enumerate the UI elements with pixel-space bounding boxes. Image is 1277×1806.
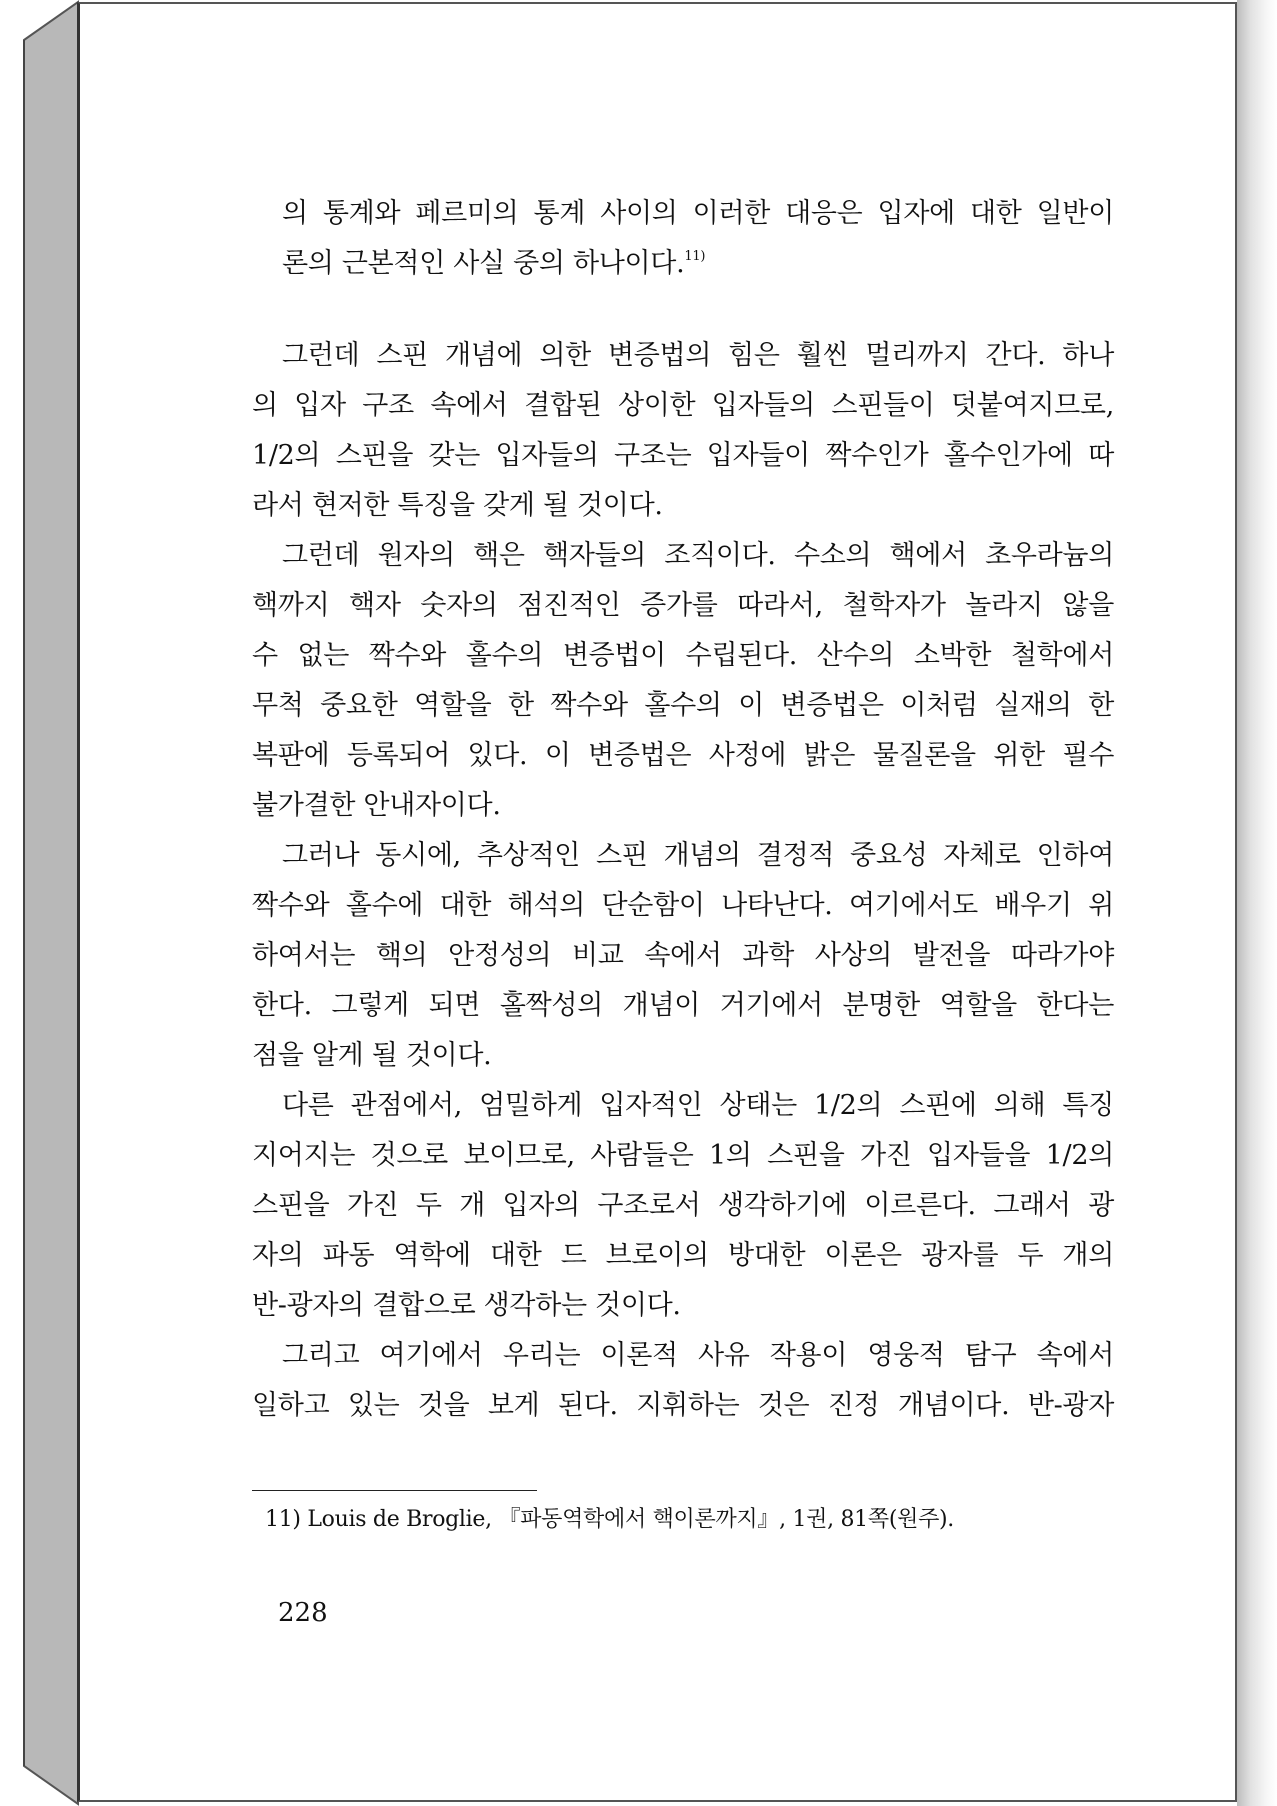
body-line: 반-광자의 결합으로 생각하는 것이다. bbox=[252, 1290, 681, 1321]
body-line: 점을 알게 될 것이다. bbox=[252, 1040, 492, 1071]
body-line: 그러나 동시에, 추상적인 스핀 개념의 결정적 중요성 자체로 인하여 bbox=[282, 840, 1114, 871]
body-line: 그런데 스핀 개념에 의한 변증법의 힘은 훨씬 멀리까지 간다. 하나 bbox=[282, 340, 1114, 371]
body-line: 불가결한 안내자이다. bbox=[252, 790, 501, 821]
body-line: 무척 중요한 역할을 한 짝수와 홀수의 이 변증법은 이처럼 실재의 한 bbox=[252, 690, 1114, 721]
body-line: 지어지는 것으로 보이므로, 사람들은 1의 스핀을 가진 입자들을 1/2의 bbox=[252, 1140, 1114, 1171]
body-line: 그리고 여기에서 우리는 이론적 사유 작용이 영웅적 탐구 속에서 bbox=[282, 1340, 1114, 1371]
body-line: 하여서는 핵의 안정성의 비교 속에서 과학 사상의 발전을 따라가야 bbox=[252, 940, 1114, 971]
body-line: 일하고 있는 것을 보게 된다. 지휘하는 것은 진정 개념이다. 반-광자 bbox=[252, 1390, 1114, 1421]
page-number: 228 bbox=[278, 1598, 328, 1628]
body-line: 론의 근본적인 사실 중의 하나이다.$^{11)}$ bbox=[282, 248, 706, 279]
footnote-reference[interactable]: 11) bbox=[684, 249, 706, 264]
book-spine bbox=[0, 0, 80, 1806]
body-line: 다른 관점에서, 엄밀하게 입자적인 상태는 1/2의 스핀에 의해 특징 bbox=[282, 1090, 1114, 1121]
body-line: 의 통계와 페르미의 통계 사이의 이러한 대응은 입자에 대한 일반이 bbox=[282, 198, 1114, 229]
page-edge-shadow bbox=[1237, 0, 1277, 1806]
body-line: 자의 파동 역학에 대한 드 브로이의 방대한 이론은 광자를 두 개의 bbox=[252, 1240, 1114, 1271]
body-line: 라서 현저한 특징을 갖게 될 것이다. bbox=[252, 490, 663, 521]
body-line: 짝수와 홀수에 대한 해석의 단순함이 나타난다. 여기에서도 배우기 위 bbox=[252, 890, 1114, 921]
body-line: 1/2의 스핀을 갖는 입자들의 구조는 입자들이 짝수인가 홀수인가에 따 bbox=[252, 440, 1114, 471]
body-line: 의 입자 구조 속에서 결합된 상이한 입자들의 스핀들이 덧붙여지므로, bbox=[252, 390, 1114, 421]
footnote-divider bbox=[252, 1490, 537, 1491]
body-line: 수 없는 짝수와 홀수의 변증법이 수립된다. 산수의 소박한 철학에서 bbox=[252, 640, 1114, 671]
body-line: 스핀을 가진 두 개 입자의 구조로서 생각하기에 이르른다. 그래서 광 bbox=[252, 1190, 1114, 1221]
body-line: 한다. 그렇게 되면 홀짝성의 개념이 거기에서 분명한 역할을 한다는 bbox=[252, 990, 1114, 1021]
body-line: 핵까지 핵자 숫자의 점진적인 증가를 따라서, 철학자가 놀라지 않을 bbox=[252, 590, 1114, 621]
body-line: 그런데 원자의 핵은 핵자들의 조직이다. 수소의 핵에서 초우라늄의 bbox=[282, 540, 1114, 571]
body-line: 복판에 등록되어 있다. 이 변증법은 사정에 밝은 물질론을 위한 필수 bbox=[252, 740, 1114, 771]
footnote: 11) Louis de Broglie, 『파동역학에서 핵이론까지』, 1권, 81쪽(원주). bbox=[265, 1507, 954, 1532]
